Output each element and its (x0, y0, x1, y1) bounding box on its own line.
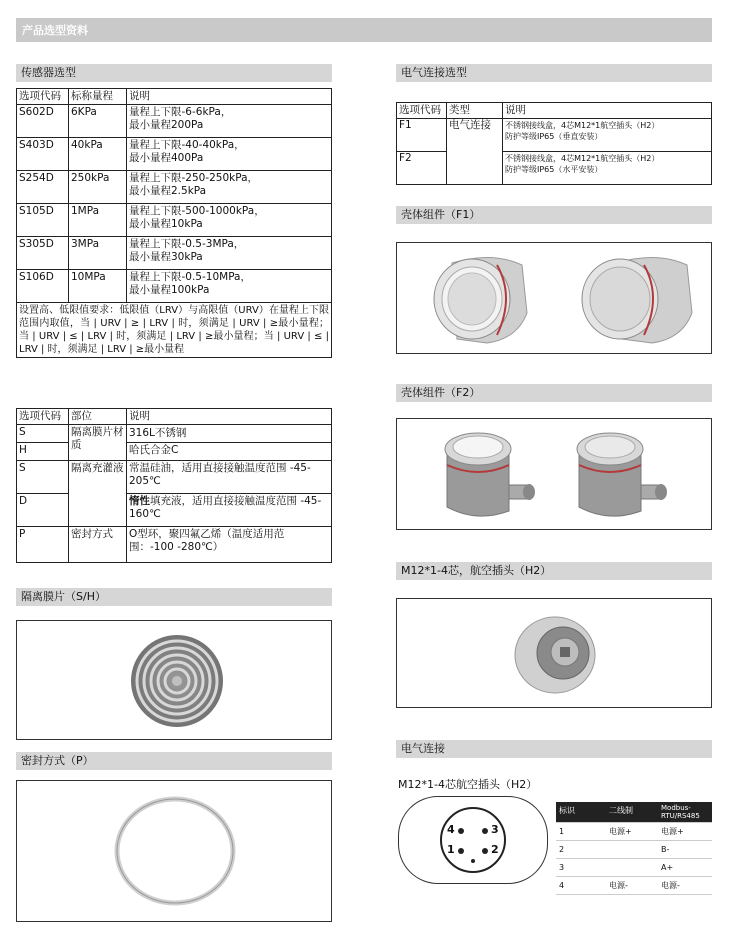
material-desc: 哈氏合金C (127, 443, 332, 461)
table-row (17, 527, 332, 563)
sensor-desc (127, 237, 332, 270)
wire-cell (606, 859, 658, 877)
wire-cell: 1 (556, 823, 606, 841)
wire-cell: B- (658, 841, 712, 859)
electric-desc-line2: 防护等级IP65（垂直安装） (505, 132, 603, 141)
sensor-th-code: 选项代码 (17, 89, 69, 105)
material-desc-rest: 填充液，适用直接接触温度范围 -45-160℃ (129, 495, 322, 520)
diaphragm-image-box (16, 620, 332, 740)
seal-section-title: 密封方式（P） (16, 752, 332, 770)
table-row (556, 841, 712, 859)
table-row (556, 823, 712, 841)
diaphragm-section-title: 隔离膜片（S/H） (16, 588, 332, 606)
sensor-section-title: 传感器选型 (16, 64, 332, 82)
wire-cell: 3 (556, 859, 606, 877)
pinout-icon (399, 797, 547, 883)
material-code: H (17, 443, 69, 461)
material-code: S (17, 425, 69, 443)
material-desc (127, 494, 332, 527)
table-row (17, 461, 332, 494)
page-header-bar (16, 18, 712, 42)
electric-desc-line1: 不锈钢接线盒，4芯M12*1航空插头（H2） (505, 154, 660, 163)
table-row (397, 152, 712, 185)
table-row (556, 877, 712, 895)
sensor-code: S105D (17, 204, 69, 237)
electric-code: F1 (397, 119, 447, 152)
pin-label: 3 (491, 823, 499, 836)
pin-label: 2 (491, 843, 499, 856)
pinout-diagram (398, 796, 548, 884)
electric-type: 电气连接 (447, 119, 503, 185)
sensor-range: 250kPa (69, 171, 127, 204)
seal-image-box (16, 780, 332, 922)
sensor-desc-line1: 量程上下限-500-1000kPa， (129, 205, 265, 217)
material-code: P (17, 527, 69, 563)
table-row (17, 105, 332, 138)
electric-code: F2 (397, 152, 447, 185)
electric-desc (503, 152, 712, 185)
wire-cell: 电源- (606, 877, 658, 895)
sensor-desc-line2: 最小量程100kPa (129, 284, 210, 296)
page-title: 产品选型资料 (22, 24, 88, 37)
sensor-desc-line2: 最小量程200Pa (129, 119, 204, 131)
sensor-range: 3MPa (69, 237, 127, 270)
sensor-code: S403D (17, 138, 69, 171)
electric-desc-line2: 防护等级IP65（水平安装） (505, 165, 603, 174)
material-th-code: 选项代码 (17, 409, 69, 425)
electric-conn-title: 电气连接 (396, 740, 712, 758)
table-row (17, 270, 332, 303)
sensor-desc-line2: 最小量程10kPa (129, 218, 203, 230)
sensor-code: S254D (17, 171, 69, 204)
table-row (17, 138, 332, 171)
sensor-desc (127, 204, 332, 237)
table-row (556, 859, 712, 877)
material-part: 隔离膜片材质 (69, 425, 127, 461)
material-part: 密封方式 (69, 527, 127, 563)
material-th-part: 部位 (69, 409, 127, 425)
sensor-code: S305D (17, 237, 69, 270)
table-row (17, 204, 332, 237)
table-row (17, 443, 332, 461)
sensor-range: 6KPa (69, 105, 127, 138)
sensor-table (16, 88, 332, 358)
pin-label: 1 (447, 843, 455, 856)
sensor-desc (127, 270, 332, 303)
sensor-desc-line2: 最小量程2.5kPa (129, 185, 207, 197)
sensor-desc-line1: 量程上下限-40-40kPa， (129, 139, 245, 151)
diaphragm-icon (17, 621, 331, 739)
housing-f2-title: 壳体组件（F2） (396, 384, 712, 402)
wire-cell: 电源+ (606, 823, 658, 841)
o-ring-icon (17, 781, 331, 921)
material-desc: 316L不锈钢 (127, 425, 332, 443)
electric-th-type: 类型 (447, 103, 503, 119)
wire-cell: A+ (658, 859, 712, 877)
material-code: S (17, 461, 69, 494)
electric-desc-line1: 不锈钢接线盒，4芯M12*1航空插头（H2） (505, 121, 660, 130)
electric-conn-subtitle: M12*1-4芯航空插头（H2） (398, 778, 538, 791)
sensor-desc-line2: 最小量程30kPa (129, 251, 203, 263)
wire-th-id: 标识 (556, 802, 606, 823)
sensor-code: S106D (17, 270, 69, 303)
sensor-desc-line2: 最小量程400Pa (129, 152, 204, 164)
housing-f2-image-box (396, 418, 712, 530)
wiring-table (556, 802, 712, 895)
wire-cell: 电源+ (658, 823, 712, 841)
wire-cell: 电源- (658, 877, 712, 895)
housing-f1-title: 壳体组件（F1） (396, 206, 712, 224)
electric-desc (503, 119, 712, 152)
electric-select-title: 电气连接选型 (396, 64, 712, 82)
electric-select-table (396, 102, 712, 185)
wire-cell (606, 841, 658, 859)
wire-cell: 4 (556, 877, 606, 895)
wire-th-modbus: Modbus-RTU/RS485 (658, 802, 712, 823)
table-row (397, 119, 712, 152)
material-code: D (17, 494, 69, 527)
housing-f2-icon (397, 419, 711, 529)
electric-th-code: 选项代码 (397, 103, 447, 119)
sensor-th-desc: 说明 (127, 89, 332, 105)
plug-h2-title: M12*1-4芯，航空插头（H2） (396, 562, 712, 580)
sensor-desc-line1: 量程上下限-6-6kPa， (129, 106, 232, 118)
sensor-desc-line1: 量程上下限-0.5-10MPa， (129, 271, 251, 283)
pin-label: 4 (447, 823, 455, 836)
material-th-desc: 说明 (127, 409, 332, 425)
material-desc: O型环，聚四氟乙烯（温度适用范围：-100 -280℃） (127, 527, 332, 563)
material-part: 隔离充灌液 (69, 461, 127, 527)
electric-th-desc: 说明 (503, 103, 712, 119)
sensor-desc (127, 171, 332, 204)
table-row (17, 171, 332, 204)
sensor-range: 10MPa (69, 270, 127, 303)
sensor-range: 40kPa (69, 138, 127, 171)
material-desc: 常温硅油，适用直接接触温度范围 -45-205℃ (127, 461, 332, 494)
sensor-range: 1MPa (69, 204, 127, 237)
table-row (17, 494, 332, 527)
wire-cell: 2 (556, 841, 606, 859)
sensor-desc-line1: 量程上下限-0.5-3MPa， (129, 238, 245, 250)
sensor-desc (127, 138, 332, 171)
sensor-th-range: 标称量程 (69, 89, 127, 105)
table-row (17, 425, 332, 443)
wire-th-2wire: 二线制 (606, 802, 658, 823)
sensor-desc-line1: 量程上下限-250-250kPa， (129, 172, 259, 184)
housing-f1-image-box (396, 242, 712, 354)
sensor-note: 设置高、低限值要求：低限值（LRV）与高限值（URV）在量程上下限范围内取值，当 | URV | ≥ | LRV | 时，须满足 | URV | ≥最小量程；当 | URV | ≤ | LRV | 时，须满足 | LRV | ≥最小量程；当 | URV | ≤ | LRV | 时，须满足 | LRV | ≥最小量程 (17, 303, 332, 358)
table-row (17, 237, 332, 270)
material-table (16, 408, 332, 563)
material-desc-bold: 惰性 (129, 495, 150, 507)
m12-plug-icon (397, 599, 711, 707)
plug-h2-image-box (396, 598, 712, 708)
sensor-code: S602D (17, 105, 69, 138)
housing-f1-icon (397, 243, 711, 353)
sensor-desc (127, 105, 332, 138)
